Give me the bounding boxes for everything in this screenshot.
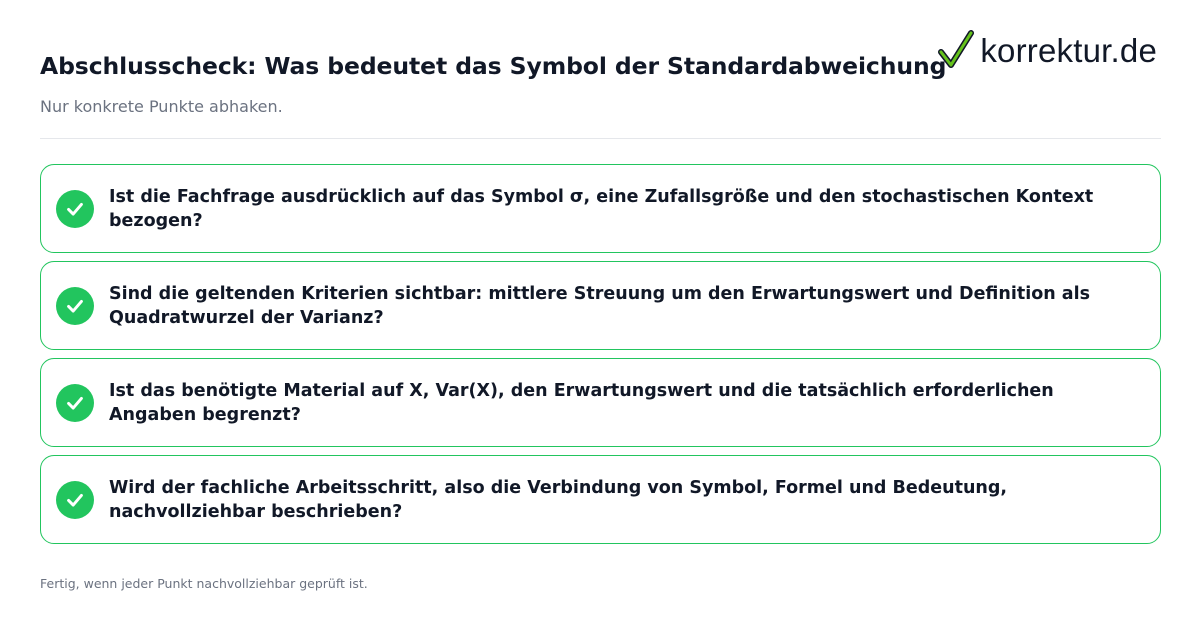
checklist-item [40, 358, 1161, 447]
brand-name: korrektur.de [980, 31, 1157, 69]
page-subtitle: Nur konkrete Punkte abhaken. [40, 97, 283, 116]
footer-note: Fertig, wenn jeder Punkt nachvollziehbar geprüft ist. [40, 576, 368, 591]
brand-logo [938, 30, 1157, 70]
checklist-item-text: Wird der fachliche Arbeitsschritt, also die Verbindung von Symbol, Formel und Bedeutung, nachvollziehbar beschrieben? [109, 477, 1008, 522]
checklist-item [40, 455, 1161, 544]
checklist-item-text: Sind die geltenden Kriterien sichtbar: mittlere Streuung um den Erwartungswert und Definition als Quadratwurzel der Varianz? [109, 283, 1091, 328]
page-title: Abschlusscheck: Was bedeutet das Symbol der Standardabweichung [40, 52, 947, 80]
checklist-card [40, 0, 1161, 630]
check-circle-icon [56, 481, 94, 519]
check-circle-icon [56, 190, 94, 228]
checklist-item [40, 261, 1161, 350]
checklist-item-text: Ist die Fachfrage ausdrücklich auf das Symbol σ, eine Zufallsgröße und den stochastischen Kontext bezogen? [109, 186, 1094, 231]
check-circle-icon [56, 287, 94, 325]
check-circle-icon [56, 384, 94, 422]
checkmark-icon [938, 30, 974, 70]
checklist [40, 164, 1161, 552]
header-divider [40, 138, 1161, 139]
checklist-item [40, 164, 1161, 253]
checklist-item-text: Ist das benötigte Material auf X, Var(X), den Erwartungswert und die tatsächlich erforderlichen Angaben begrenzt? [109, 380, 1054, 425]
